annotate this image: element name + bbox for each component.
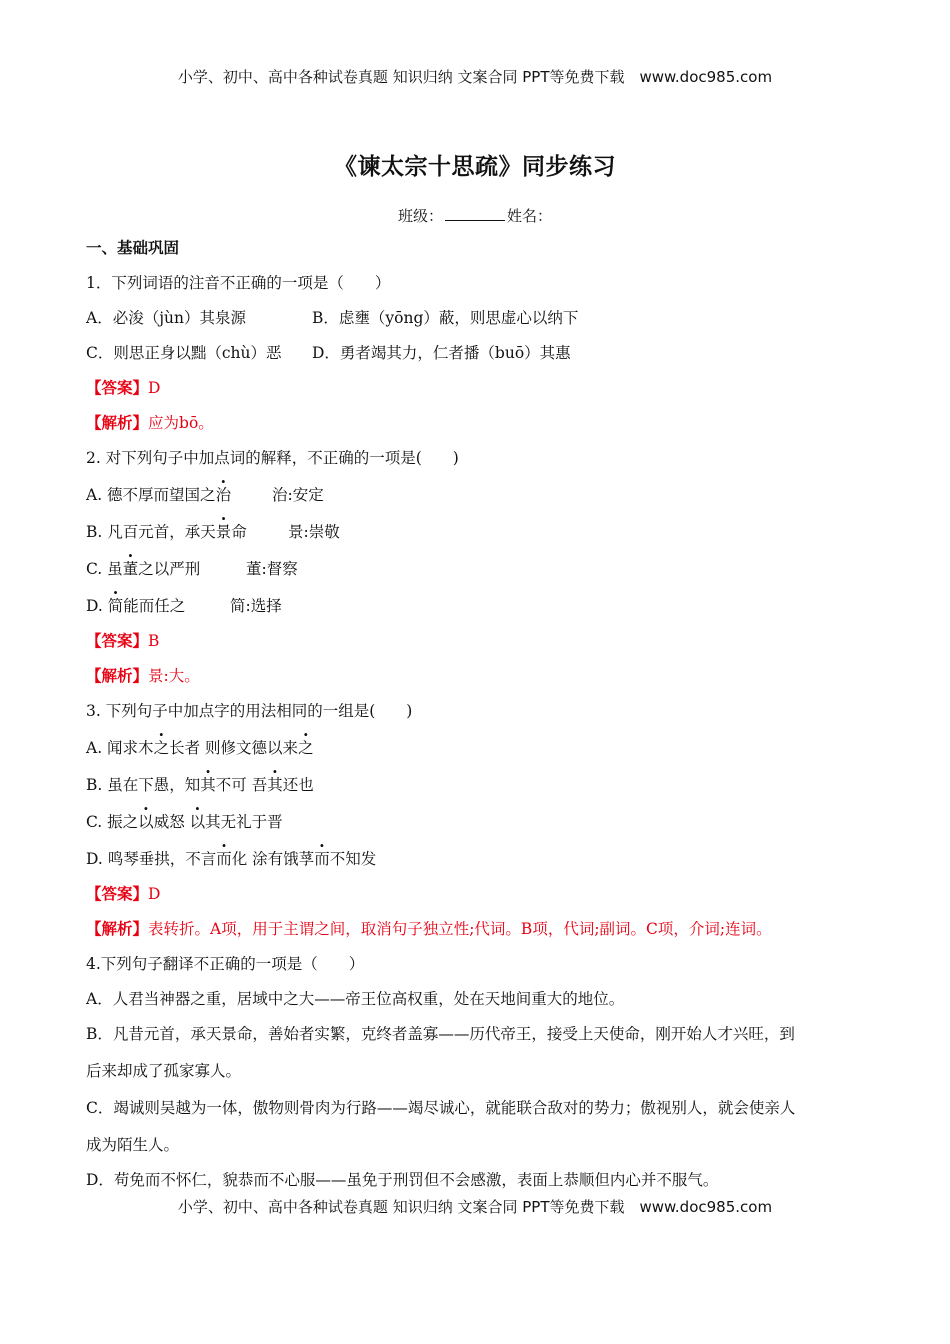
q2-option-d: D. 简能而任之 简:选择	[86, 597, 282, 615]
q4-stem: 4.下列句子翻译不正确的一项是（ ）	[86, 955, 365, 973]
class-name-line	[0, 205, 950, 226]
q1-options-cd	[86, 343, 571, 363]
dotted-char: 以	[189, 813, 206, 831]
analysis-tag: 【解析】	[86, 413, 149, 432]
answer-value: B	[148, 632, 160, 650]
analysis-text: 景:大。	[148, 667, 200, 685]
page-title: 《谏太宗十思疏》同步练习	[334, 154, 616, 180]
dotted-char: 简	[107, 597, 124, 615]
q2-note-d: 简:选择	[230, 597, 282, 615]
name-label: 姓名：	[507, 207, 553, 225]
q2-stem: 2. 对下列句子中加点词的解释，不正确的一项是( )	[86, 449, 459, 467]
q1-option-a: A．必浚（jùn）其泉源	[86, 309, 246, 327]
class-blank	[445, 206, 505, 221]
dotted-char: 其	[267, 776, 283, 794]
answer-tag: 【答案】	[86, 378, 149, 397]
q1-analysis	[86, 413, 214, 433]
answer-value: D	[148, 885, 161, 903]
q3-answer	[86, 884, 160, 904]
q2-answer	[86, 631, 159, 651]
analysis-text: 表转折。A项，用于主谓之间，取消句子独立性;代词。B项，代词;副词。C项，介词;连词。	[148, 920, 772, 938]
q1-option-c: C．则思正身以黜（chù）恶	[86, 344, 282, 362]
answer-tag: 【答案】	[86, 631, 149, 650]
dotted-char: 以	[138, 813, 154, 831]
dotted-char: 而	[216, 850, 232, 868]
q4-option-b-line2: 后来却成了孤家寡人。	[86, 1062, 242, 1080]
q2-analysis	[86, 666, 200, 686]
header-banner: 小学、初中、高中各种试卷真题 知识归纳 文案合同 PPT等免费下载 www.doc985.com	[177, 68, 773, 86]
dotted-char: 之	[153, 739, 170, 757]
q2-option-c: C. 虽董之以严刑 董:督察	[86, 560, 298, 578]
dotted-char: 而	[314, 850, 330, 868]
analysis-tag: 【解析】	[86, 666, 149, 685]
analysis-text: 应为bō。	[148, 414, 214, 432]
section-heading: 一、基础巩固	[86, 239, 180, 257]
q2-option-b: B. 凡百元首，承天景命 景:崇敬	[86, 523, 340, 541]
q2-option-a: A. 德不厚而望国之治 治:安定	[86, 486, 324, 504]
q1-option-d: D．勇者竭其力，仁者播（buō）其惠	[312, 344, 571, 362]
q2-note-b: 景:崇敬	[288, 523, 340, 541]
q3-option-a: A. 闻求木之长者 则修文德以来之	[86, 739, 314, 757]
analysis-tag: 【解析】	[86, 919, 149, 938]
q4-option-c-line1: C．竭诚则吴越为一体，傲物则骨肉为行路——竭尽诚心，就能联合敌对的势力；傲视别人，就会使亲人	[86, 1099, 796, 1117]
q3-option-c: C. 振之以威怒 以其无礼于晋	[86, 813, 283, 831]
q4-option-c-line2: 成为陌生人。	[86, 1136, 180, 1154]
dotted-char: 其	[200, 776, 216, 794]
q4-option-b-line1: B．凡昔元首，承天景命，善始者实繁，克终者盖寡——历代帝王，接受上天使命，刚开始人才兴旺，到	[86, 1025, 795, 1043]
q3-option-b: B. 虽在下愚，知其不可 吾其还也	[86, 776, 314, 794]
footer-banner: 小学、初中、高中各种试卷真题 知识归纳 文案合同 PPT等免费下载 www.doc985.com	[177, 1198, 773, 1216]
dotted-char: 景	[215, 523, 232, 541]
dotted-char: 董	[122, 560, 139, 578]
q1-option-b: B．虑壅（yōng）蔽，则思虚心以纳下	[312, 309, 579, 327]
q2-note-c: 董:督察	[246, 560, 298, 578]
answer-value: D	[148, 379, 161, 397]
q3-stem: 3. 下列句子中加点字的用法相同的一组是( )	[86, 702, 413, 720]
dotted-char: 治	[215, 486, 232, 504]
q2-note-a: 治:安定	[272, 486, 324, 504]
q3-analysis	[86, 919, 772, 939]
q1-answer	[86, 378, 160, 398]
q3-option-d: D. 鸣琴垂拱，不言而化 涂有饿莩而不知发	[86, 850, 377, 868]
q4-option-d: D．苟免而不怀仁，貌恭而不心服——虽免于刑罚但不会感激，表面上恭顺但内心并不服气。	[86, 1171, 719, 1189]
q1-stem: 1．下列词语的注音不正确的一项是（ ）	[86, 274, 391, 292]
dotted-char: 之	[298, 739, 314, 757]
answer-tag: 【答案】	[86, 884, 149, 903]
q1-options-ab	[86, 308, 579, 328]
q4-option-a: A．人君当神器之重，居域中之大——帝王位高权重，处在天地间重大的地位。	[86, 990, 625, 1008]
class-label: 班级：	[397, 207, 443, 225]
